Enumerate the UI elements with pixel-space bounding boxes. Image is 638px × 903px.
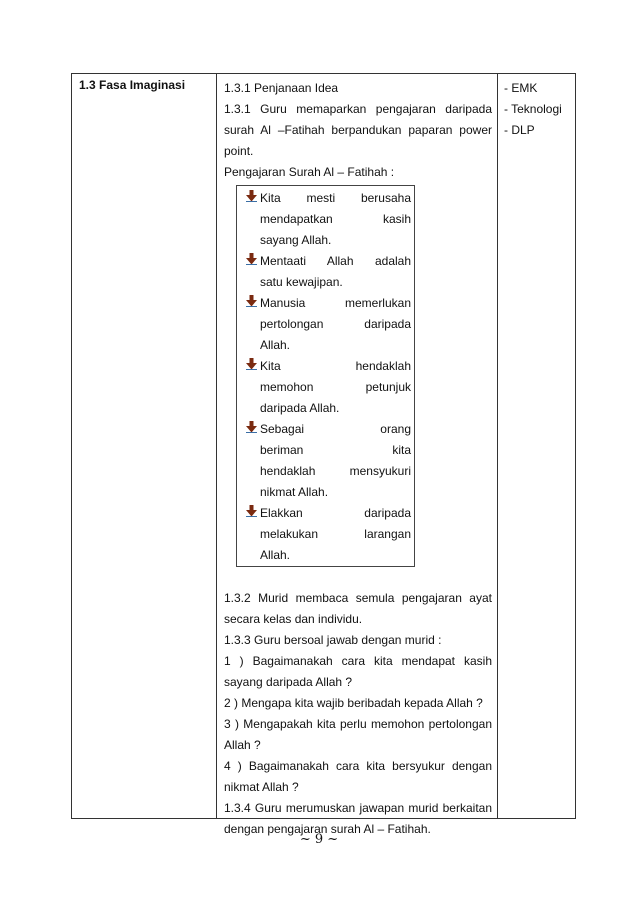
step-1-3-4-line: 1.3.4 Guru merumuskan jawapan murid berkaitan <box>224 801 492 815</box>
step-1-3-1 <box>224 99 492 162</box>
lesson-line: Kita hendaklah <box>260 359 411 373</box>
lesson-item <box>240 293 411 356</box>
question-line: 4 ) Bagaimanakah cara kita bersyukur dengan <box>224 759 492 773</box>
lesson-line: melakukan larangan <box>260 527 411 541</box>
question-line: 3 ) Mengapakah kita perlu memohon pertolongan <box>224 717 492 731</box>
lesson-table <box>71 73 576 836</box>
lesson-heading: Pengajaran Surah Al – Fatihah : <box>224 165 395 179</box>
lesson-line: hendaklah mensyukuri <box>260 464 411 478</box>
question-line: 2 ) Mengapa kita wajib beribadah kepada Allah ? <box>224 696 483 710</box>
lesson-line: nikmat Allah. <box>260 485 329 499</box>
lesson-line: Sebagai orang <box>260 422 411 436</box>
step-1-3-1-line: point. <box>224 144 254 158</box>
step-title: 1.3.1 Penjanaan Idea <box>224 81 339 95</box>
lesson-line: Elakkan daripada <box>260 506 411 520</box>
lesson-item <box>240 251 411 293</box>
lesson-line: sayang Allah. <box>260 233 332 247</box>
lesson-item <box>240 188 411 251</box>
step-1-3-1-line: surah Al –Fatihah berpandukan paparan power <box>224 123 492 137</box>
page-number: ~ 9 ~ <box>299 832 339 847</box>
lesson-line: Allah. <box>260 338 291 352</box>
lesson-line: memohon petunjuk <box>260 380 411 394</box>
question-list <box>224 651 492 798</box>
lesson-line: daripada Allah. <box>260 401 340 415</box>
lesson-line: satu kewajipan. <box>260 275 343 289</box>
step-1-3-2 <box>224 588 492 630</box>
question-line: sayang daripada Allah ? <box>224 675 353 689</box>
lesson-line: beriman kita <box>260 443 411 457</box>
lesson-line: Mentaati Allah adalah <box>260 254 411 268</box>
lessons-box <box>236 185 415 567</box>
down-arrow-bullet-icon <box>240 419 260 503</box>
step-1-3-1-line: 1.3.1 Guru memaparkan pengajaran daripada <box>224 102 492 116</box>
step-1-3-2-line: 1.3.2 Murid membaca semula pengajaran ayat <box>224 591 492 605</box>
down-arrow-bullet-icon <box>240 188 260 251</box>
lesson-item <box>240 419 411 503</box>
step-1-3-2-line: secara kelas dan individu. <box>224 612 363 626</box>
phase-label: 1.3 Fasa Imaginasi <box>79 78 186 92</box>
lesson-item <box>240 503 411 566</box>
lesson-line: Allah. <box>260 548 291 562</box>
resource-item: - Teknologi <box>504 102 562 116</box>
step-1-3-4-line: dengan pengajaran surah Al – Fatihah. <box>224 822 431 836</box>
phase-cell <box>72 74 217 818</box>
down-arrow-bullet-icon <box>240 503 260 566</box>
down-arrow-bullet-icon <box>240 293 260 356</box>
question-line: 1 ) Bagaimanakah cara kita mendapat kasih <box>224 654 492 668</box>
lesson-line: pertolongan daripada <box>260 317 411 331</box>
resource-item: - DLP <box>504 123 535 137</box>
lesson-line: Manusia memerlukan <box>260 296 411 310</box>
question-line: Allah ? <box>224 738 261 752</box>
lesson-line: mendapatkan kasih <box>260 212 411 226</box>
down-arrow-bullet-icon <box>240 251 260 293</box>
down-arrow-bullet-icon <box>240 356 260 419</box>
resources-cell <box>498 74 575 818</box>
question-line: nikmat Allah ? <box>224 780 299 794</box>
lesson-item <box>240 356 411 419</box>
step-1-3-3: 1.3.3 Guru bersoal jawab dengan murid : <box>224 633 442 647</box>
lesson-line: Kita mesti berusaha <box>260 191 411 205</box>
resource-item: - EMK <box>504 81 538 95</box>
activity-cell <box>217 74 498 836</box>
